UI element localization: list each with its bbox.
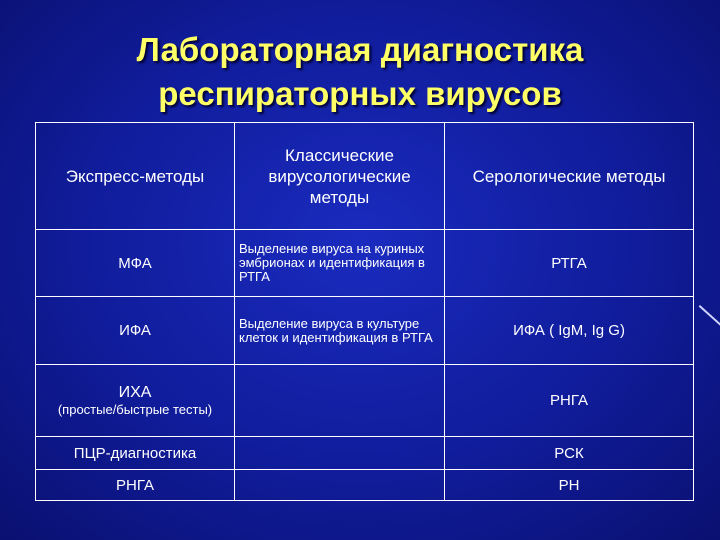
cell-serological: РН [445, 470, 694, 501]
cell-classic [235, 365, 445, 437]
cell-express: ПЦР-диагностика [36, 437, 235, 470]
cell-classic: Выделение вируса в культуре клеток и идентификация в РТГА [235, 297, 445, 365]
cell-express: РНГА [36, 470, 235, 501]
cell-classic [235, 437, 445, 470]
table-header-row [36, 123, 694, 230]
cell-serological: РСК [445, 437, 694, 470]
cell-classic: Выделение вируса на куриных эмбрионах и идентификация в РТГА [235, 230, 445, 297]
methods-table [35, 122, 694, 501]
slide-title [0, 28, 720, 116]
header-classic-methods: Классические вирусологические методы [235, 123, 445, 230]
cell-express [36, 365, 235, 437]
cell-serological: РНГА [445, 365, 694, 437]
table-row [36, 297, 694, 365]
table-row [36, 470, 694, 501]
cell-serological: РТГА [445, 230, 694, 297]
cell-express-note: (простые/быстрые тесты) [57, 402, 213, 417]
cell-classic [235, 470, 445, 501]
cell-express: МФА [36, 230, 235, 297]
cell-serological: ИФА ( IgM, Ig G) [445, 297, 694, 365]
header-serological-methods: Серологические методы [445, 123, 694, 230]
table-row [36, 365, 694, 437]
header-express-methods: Экспресс-методы [36, 123, 235, 230]
cell-express-main: ИХА [118, 384, 152, 401]
table-row [36, 437, 694, 470]
decorative-line [699, 305, 720, 327]
table-row [36, 230, 694, 297]
title-line-1: Лабораторная диагностика [136, 31, 584, 68]
cell-express: ИФА [36, 297, 235, 365]
title-line-2: респираторных вирусов [158, 75, 562, 112]
